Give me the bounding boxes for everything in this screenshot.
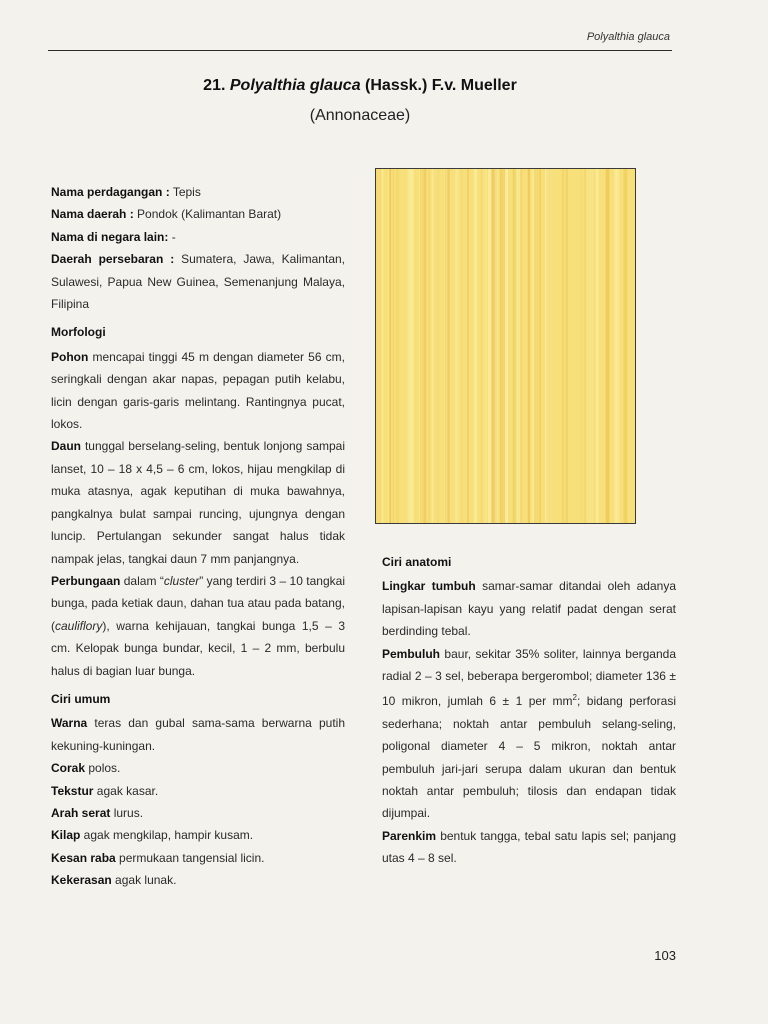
local-name-value: Pondok (Kalimantan Barat) [133, 207, 282, 222]
running-head: Polyalthia glauca [586, 31, 670, 43]
vessel-paragraph [382, 643, 676, 825]
wood-grain-streak [562, 169, 565, 523]
general-item [51, 869, 345, 891]
local-name-label: Nama daerah : [51, 207, 134, 222]
wood-grain-streak [380, 169, 381, 523]
general-item-text: polos. [85, 761, 121, 776]
wood-grain-streak [534, 169, 536, 523]
growth-ring-text: samar-samar ditandai oleh adanya lapisan-lapisan kayu yang relatif padat dengan serat berdinding tebal. [382, 579, 676, 639]
morphology-heading: Morfologi [51, 325, 106, 340]
inflorescence-paragraph [51, 570, 345, 682]
anatomy-heading: Ciri anatomi [382, 555, 452, 569]
general-item [51, 802, 345, 824]
general-item-label: Kesan raba [51, 850, 116, 865]
inflorescence-label: Perbungaan [51, 573, 121, 588]
foreign-name-value: - [168, 229, 176, 244]
wood-grain-streak [539, 169, 541, 523]
general-item-text: agak lunak. [111, 873, 177, 888]
distribution-value: Sumatera, Jawa, Kalimantan, Sulawesi, Papua New Guinea, Semenanjung Malaya, Filipina [51, 252, 345, 312]
wood-grain-streak [481, 169, 482, 523]
general-item [51, 824, 345, 846]
wood-grain-streak [513, 169, 515, 523]
local-name-line [51, 203, 345, 225]
general-item [51, 712, 345, 757]
wood-grain-streak [502, 169, 503, 523]
trade-name-value: Tepis [169, 185, 201, 199]
tree-text: mencapai tinggi 45 m dengan diameter 56 cm, seringkali dengan akar napas, pepagan putih kelabu, licin dengan garis-garis melintang. Rantingnya pucat, lokos. [51, 349, 345, 432]
vessel-superscript: 2 [572, 693, 577, 703]
general-item-text: lurus. [110, 805, 144, 820]
species-name: Polyalthia glauca [229, 77, 361, 94]
wood-grain-streak [488, 169, 491, 523]
parenchyma-label: Parenkim [382, 828, 437, 843]
species-author: (Hassk.) F.v. Mueller [365, 77, 517, 94]
foreign-name-label: Nama di negara lain: [51, 229, 169, 244]
wood-grain-streak [474, 169, 477, 523]
general-item [51, 780, 345, 802]
wood-grain-streak [393, 169, 395, 523]
wood-grain-streak [625, 169, 627, 523]
wood-grain-streak [455, 169, 458, 523]
wood-grain-streak [439, 169, 441, 523]
family-name: (Annonaceae) [309, 107, 411, 124]
general-item-text: permukaan tangensial licin. [115, 850, 265, 865]
general-item-text: teras dan gubal sama-sama berwarna putih kekuning-kuningan. [51, 716, 345, 753]
general-item-label: Tekstur [51, 783, 94, 798]
inflorescence-text-1: dalam “ [120, 573, 164, 588]
general-item-text: agak kasar. [93, 783, 159, 798]
wood-grain-streak [548, 169, 550, 523]
general-item-text: agak mengkilap, hampir kusam. [80, 828, 254, 843]
distribution-label: Daerah persebaran : [51, 252, 175, 267]
page-number: 103 [654, 948, 676, 963]
wood-grain-streak [614, 169, 617, 523]
general-item-label: Kilap [51, 828, 81, 843]
wood-grain-streak [587, 169, 589, 523]
wood-grain-streak [530, 169, 531, 523]
wood-grain-streak [537, 169, 538, 523]
wood-grain-streak [420, 169, 424, 523]
inflorescence-text-2: ” yang terdiri 3 – 10 tangkai bunga, pada ketiak daun, dahan tua atau pada batang, ( [51, 573, 345, 633]
tree-paragraph [51, 346, 345, 436]
trade-name-label: Nama perdagangan : [51, 185, 170, 199]
vessel-text-2: ; bidang perforasi sederhana; noktah antar pembuluh selang-seling, poligonal diameter 4 – 5 mikron, noktah antar pembuluh jari-jari serupa dalam ukuran dan bentuk noktah antar pembuluh; tilosis dan endapan tidak dijumpai. [382, 694, 676, 821]
wood-grain-streak [389, 169, 391, 523]
general-item-label: Kekerasan [51, 873, 112, 888]
wood-grain-streak [428, 169, 430, 523]
wood-grain-streak [528, 169, 531, 523]
wood-grain-streak [419, 169, 420, 523]
wood-texture-icon [376, 169, 635, 523]
species-number: 21. [203, 77, 226, 94]
wood-grain-streak [424, 169, 427, 523]
inflorescence-cluster-term: cluster [163, 573, 200, 588]
general-heading: Ciri umum [51, 691, 111, 706]
right-column [382, 545, 676, 870]
wood-sample-image [375, 168, 636, 524]
wood-grain-streak [547, 169, 548, 523]
general-item-label: Warna [51, 716, 88, 731]
wood-grain-streak [376, 169, 378, 523]
inflorescence-text-3: ), warna kehijauan, tangkai bunga 1,5 – 3 cm. Kelopak bunga bundar, kecil, 1 – 2 mm, berbulu halus di bagian luar bunga. [51, 618, 345, 678]
wood-grain-streak [448, 169, 450, 523]
parenchyma-paragraph [382, 825, 676, 870]
wood-grain-streak [515, 169, 516, 523]
species-title [48, 77, 672, 95]
leaf-text: tunggal berselang-seling, bentuk lonjong sampai lanset, 10 – 18 x 4,5 – 6 cm, lokos, hijau mengkilap di muka atasnya, agak keputihan di muka bawahnya, pangkalnya bulat sampai runcing, ujungnya dengan luncip. Pertulangan sekunder sangat halus tidak nampak jelas, tangkai daun 7 mm panjangnya. [51, 439, 345, 566]
wood-grain-streak [504, 169, 505, 523]
wood-grain-streak [485, 169, 487, 523]
leaf-label: Daun [51, 439, 81, 454]
wood-grain-streak [532, 169, 534, 523]
wood-grain-streak [538, 169, 539, 523]
growth-ring-label: Lingkar tumbuh [382, 579, 476, 594]
vessel-text-1: baur, sekitar 35% soliter, lainnya berganda radial 2 – 3 sel, beberapa bergerombol; diameter 136 ± 10 mikron, jumlah 6 ± 1 per mm [382, 646, 676, 709]
header-rule [48, 50, 672, 51]
wood-grain-streak [545, 169, 547, 523]
wood-grain-streak [432, 169, 434, 523]
wood-grain-streak [467, 169, 469, 523]
wood-grain-streak [496, 169, 497, 523]
general-item [51, 847, 345, 869]
wood-grain-streak [520, 169, 522, 523]
wood-grain-streak [506, 169, 508, 523]
trade-name-line [51, 181, 345, 203]
vessel-label: Pembuluh [382, 646, 441, 661]
leaf-paragraph [51, 435, 345, 569]
wood-grain-streak [596, 169, 599, 523]
tree-label: Pohon [51, 349, 89, 364]
left-column [51, 181, 345, 892]
wood-grain-streak [411, 169, 414, 523]
general-item-label: Arah serat [51, 805, 111, 820]
inflorescence-cauliflory-term: cauliflory [55, 618, 103, 633]
wood-grain-streak [581, 169, 582, 523]
wood-grain-streak [584, 169, 586, 523]
wood-grain-streak [396, 169, 399, 523]
parenchyma-text: bentuk tangga, tebal satu lapis sel; panjang utas 4 – 8 sel. [382, 828, 676, 866]
general-item [51, 757, 345, 779]
wood-grain-streak [566, 169, 568, 523]
wood-grain-streak [493, 169, 496, 523]
wood-grain-streak [500, 169, 502, 523]
distribution-line [51, 248, 345, 315]
wood-grain-streak [381, 169, 383, 523]
wood-grain-streak [590, 169, 593, 523]
wood-grain-streak [462, 169, 463, 523]
general-item-label: Corak [51, 761, 86, 776]
growth-ring-paragraph [382, 575, 676, 642]
wood-grain-streak [606, 169, 608, 523]
foreign-name-line [51, 226, 345, 248]
